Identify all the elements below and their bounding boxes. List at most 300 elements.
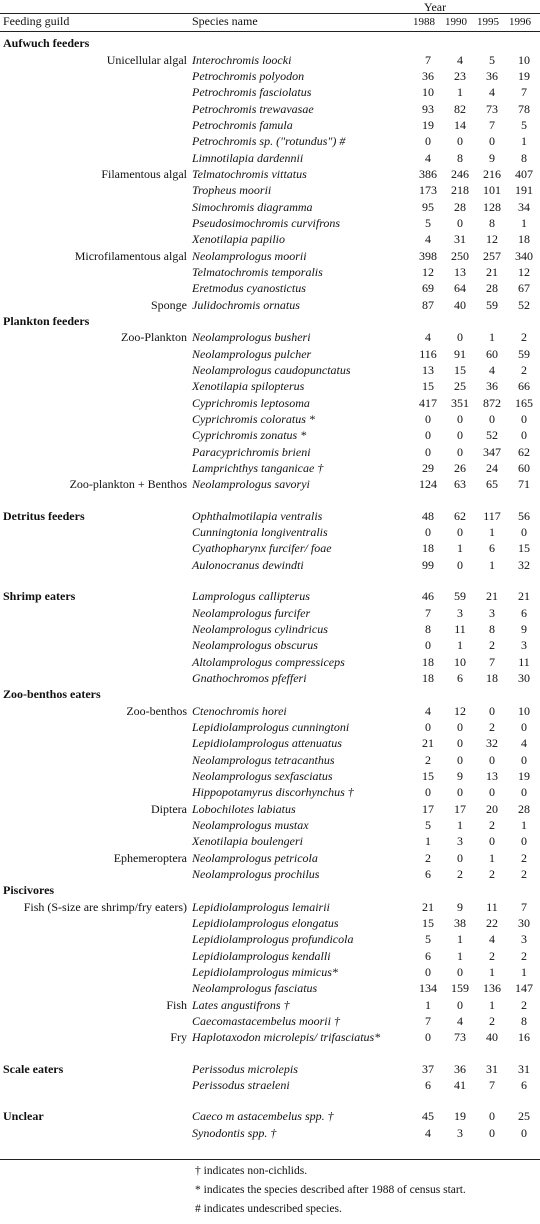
count-cell-1996: 8: [521, 1014, 528, 1029]
count-cell-1988: 0: [425, 638, 431, 653]
count-cell-1990: 15: [454, 363, 466, 378]
count-cell-1995: 257: [483, 248, 501, 263]
species-cell: Lepidiolamprologus kendalli: [192, 948, 331, 963]
guild-cell: Diptera: [151, 801, 187, 816]
count-cell-1988: 13: [422, 363, 434, 378]
count-cell-1995: 2: [489, 867, 495, 882]
table-row: [0, 1029, 540, 1045]
table-row: [0, 51, 540, 67]
count-cell-1990: 25: [454, 379, 466, 394]
count-cell-1990: 12: [454, 703, 466, 718]
count-cell-1995: 2: [489, 638, 495, 653]
guild-cell: [0, 557, 190, 573]
count-cell-1988: 19: [422, 117, 434, 132]
species-cell: Cyprichromis leptosoma: [192, 395, 310, 410]
count-cell-1988: 4: [425, 232, 431, 247]
count-cell-1990: 0: [457, 785, 463, 800]
count-cell-1995: 0: [489, 834, 495, 849]
count-cell-1990: 1: [457, 817, 463, 832]
count-cell-1995: 1: [489, 997, 495, 1012]
guild-cell: Fish: [166, 997, 187, 1012]
count-cell-1990: 0: [457, 736, 463, 751]
table-row: [0, 1108, 540, 1124]
count-cell-1995: 13: [486, 768, 498, 783]
count-cell-1996: 0: [521, 785, 528, 800]
feeding-guild-header: Feeding guild: [3, 14, 70, 28]
table-row: [0, 264, 540, 280]
table-row: [0, 100, 540, 116]
count-cell-1990: 1: [457, 638, 463, 653]
count-cell-1988: 37: [422, 1061, 434, 1076]
species-cell: Petrochromis polyodon: [192, 68, 305, 83]
guild-cell: Fish (S-size are shrimp/fry eaters): [23, 899, 187, 914]
table-row: [0, 784, 540, 800]
count-cell-1988: 7: [425, 605, 431, 620]
year-header-1995: 1995: [477, 16, 499, 28]
count-cell-1988: 4: [425, 1125, 431, 1140]
count-cell-1996: 78: [518, 101, 531, 116]
count-cell-1996: 7: [521, 85, 528, 100]
guild-cell: [0, 149, 190, 165]
count-cell-1996: 9: [521, 621, 528, 636]
table-row: [0, 460, 540, 476]
count-cell-1995: 1: [489, 330, 495, 345]
count-cell-1996: 1: [521, 965, 528, 980]
table-row: [0, 588, 540, 604]
count-cell-1990: 1: [457, 932, 463, 947]
count-cell-1995: 1: [489, 525, 495, 540]
guild-cell: Microfilamentous algal: [74, 248, 187, 263]
count-cell-1990: 23: [454, 68, 466, 83]
count-cell-1996: 0: [521, 428, 528, 443]
count-cell-1996: 19: [518, 68, 531, 83]
count-cell-1996: 147: [515, 981, 534, 996]
count-cell-1996: 1: [521, 215, 528, 230]
species-cell: Interochromis loocki: [192, 52, 292, 67]
table-row: [0, 621, 540, 637]
species-cell: Neolamprologus pulcher: [192, 346, 312, 361]
count-cell-1988: 0: [425, 444, 431, 459]
table-row: [0, 604, 540, 620]
table-row: [0, 997, 540, 1013]
count-cell-1996: 1: [521, 134, 528, 149]
count-cell-1988: 7: [425, 1014, 431, 1029]
count-cell-1995: 1: [489, 557, 495, 572]
guild-cell: [0, 768, 190, 784]
section-heading-row: [0, 35, 540, 51]
count-cell-1995: 7: [489, 654, 495, 669]
count-cell-1996: 28: [518, 801, 531, 816]
table-row: [0, 215, 540, 231]
count-cell-1995: 1: [489, 850, 495, 865]
count-cell-1996: 0: [521, 752, 528, 767]
count-cell-1990: 0: [457, 850, 463, 865]
table-row: [0, 1013, 540, 1029]
count-cell-1995: 8: [489, 215, 495, 230]
count-cell-1988: 45: [422, 1109, 434, 1124]
count-cell-1988: 69: [422, 281, 434, 296]
species-cell: Neolamprologus sexfasciatus: [192, 768, 333, 783]
count-cell-1995: 4: [489, 85, 495, 100]
species-cell: Telmatochromis temporalis: [192, 264, 323, 279]
species-cell: Neolamprologus obscurus: [192, 638, 318, 653]
table-row: [0, 166, 540, 182]
count-cell-1996: 2: [521, 997, 528, 1012]
count-cell-1996: 56: [518, 508, 531, 523]
count-cell-1996: 165: [515, 395, 534, 410]
count-cell-1995: 24: [486, 461, 498, 476]
count-cell-1988: 4: [425, 703, 431, 718]
count-cell-1996: 407: [515, 166, 534, 181]
table-row: [0, 1077, 540, 1093]
count-cell-1996: 2: [521, 330, 528, 345]
count-cell-1996: 21: [518, 589, 531, 604]
species-cell: Caeco m astacembelus spp. †: [192, 1109, 334, 1124]
guild-cell: [0, 264, 190, 280]
year-header-1996: 1996: [509, 16, 531, 28]
count-cell-1995: 20: [486, 801, 498, 816]
guild-cell: [0, 280, 190, 296]
count-cell-1995: 128: [483, 199, 501, 214]
count-cell-1996: 10: [518, 52, 531, 67]
count-cell-1995: 40: [486, 1030, 498, 1045]
count-cell-1996: 52: [518, 297, 531, 312]
count-cell-1990: 3: [457, 1125, 463, 1140]
footnote-undescribed: # indicates undescribed species.: [195, 1203, 342, 1215]
species-cell: Eretmodus cyanostictus: [192, 281, 306, 296]
count-cell-1995: 347: [483, 444, 501, 459]
count-cell-1990: 28: [454, 199, 466, 214]
table-row: [0, 117, 540, 133]
species-cell: Neolamprologus moorii: [192, 248, 307, 263]
count-cell-1990: 91: [454, 346, 466, 361]
guild-cell: [0, 524, 190, 540]
count-cell-1990: 1: [457, 948, 463, 963]
table-row: [0, 817, 540, 833]
count-cell-1996: 5: [521, 117, 528, 132]
count-cell-1990: 0: [457, 557, 463, 572]
count-cell-1996: 0: [521, 1125, 528, 1140]
count-cell-1996: 30: [518, 670, 531, 685]
count-cell-1988: 29: [422, 461, 434, 476]
count-cell-1990: 0: [457, 965, 463, 980]
count-cell-1990: 3: [457, 834, 463, 849]
species-cell: Altolamprologus compressiceps: [192, 654, 345, 669]
count-cell-1995: 65: [486, 477, 498, 492]
count-cell-1995: 31: [486, 1061, 498, 1076]
count-cell-1996: 1: [521, 817, 528, 832]
species-cell: Perissodus straeleni: [192, 1078, 290, 1093]
count-cell-1995: 36: [486, 379, 498, 394]
count-cell-1988: 18: [422, 654, 434, 669]
count-cell-1996: 67: [518, 281, 531, 296]
guild-cell: [0, 719, 190, 735]
table-row: [0, 866, 540, 882]
guild-cell: [0, 133, 190, 149]
table-row: [0, 133, 540, 149]
count-cell-1990: 0: [457, 997, 463, 1012]
guild-cell: Sponge: [151, 297, 187, 312]
count-cell-1996: 32: [518, 557, 531, 572]
species-cell: Neolamprologus petricola: [192, 850, 318, 865]
count-cell-1990: 1: [457, 541, 463, 556]
guild-cell: [0, 395, 190, 411]
count-cell-1996: 59: [518, 346, 531, 361]
table-row: [0, 1125, 540, 1141]
count-cell-1995: 7: [489, 1078, 495, 1093]
count-cell-1990: 6: [457, 670, 463, 685]
table-row: [0, 247, 540, 263]
header-rule: [0, 31, 540, 32]
section-heading: Scale eaters: [3, 1061, 64, 1076]
species-cell: Neolamprologus savoryi: [192, 477, 310, 492]
species-cell: Synodontis spp. †: [192, 1125, 277, 1140]
guild-cell: [0, 231, 190, 247]
count-cell-1996: 15: [518, 541, 531, 556]
count-cell-1990: 11: [454, 621, 466, 636]
guild-cell: [0, 784, 190, 800]
guild-cell: Fry: [170, 1030, 187, 1045]
count-cell-1990: 250: [451, 248, 469, 263]
guild-cell: [0, 198, 190, 214]
spacer: [0, 1093, 540, 1108]
count-cell-1990: 246: [451, 166, 469, 181]
species-cell: Julidochromis ornatus: [192, 297, 300, 312]
count-cell-1995: 21: [486, 264, 498, 279]
count-cell-1988: 1: [425, 834, 431, 849]
count-cell-1990: 26: [454, 461, 466, 476]
guild-cell: Zoo-Plankton: [121, 330, 187, 345]
table-row: [0, 524, 540, 540]
count-cell-1988: 0: [425, 965, 431, 980]
count-cell-1996: 3: [521, 932, 528, 947]
guild-cell: [0, 84, 190, 100]
bottom-rule: [0, 1159, 540, 1160]
species-cell: Aulonocranus dewindti: [192, 557, 304, 572]
count-cell-1988: 2: [425, 752, 431, 767]
count-cell-1996: 2: [521, 948, 528, 963]
count-cell-1990: 0: [457, 444, 463, 459]
guild-cell: [0, 948, 190, 964]
count-cell-1988: 15: [422, 379, 434, 394]
species-cell: Limnotilapia dardennii: [192, 150, 304, 165]
count-cell-1996: 34: [518, 199, 531, 214]
table-row: [0, 297, 540, 313]
count-cell-1995: 216: [483, 166, 501, 181]
section-heading-row: [0, 313, 540, 329]
count-cell-1995: 117: [483, 508, 501, 523]
table-row: [0, 182, 540, 198]
count-cell-1995: 6: [489, 541, 495, 556]
year-header-1990: 1990: [445, 16, 467, 28]
guild-cell: Unicellular algal: [106, 52, 187, 67]
count-cell-1996: 16: [518, 1030, 531, 1045]
species-cell: Paracyprichromis brieni: [192, 444, 311, 459]
count-cell-1996: 25: [518, 1109, 531, 1124]
guild-cell: [0, 215, 190, 231]
count-cell-1995: 1: [489, 965, 495, 980]
species-cell: Cyathopharynx furcifer/ foae: [192, 541, 332, 556]
section-heading: Piscivores: [3, 883, 55, 898]
count-cell-1995: 22: [486, 916, 498, 931]
table-row: [0, 84, 540, 100]
species-cell: Simochromis diagramma: [192, 199, 313, 214]
count-cell-1996: 66: [518, 379, 531, 394]
count-cell-1988: 5: [425, 932, 431, 947]
guild-cell: [0, 915, 190, 931]
guild-cell: Filamentous algal: [101, 166, 187, 181]
species-cell: Lepidiolamprologus profundicola: [192, 932, 354, 947]
count-cell-1996: 2: [521, 363, 528, 378]
species-cell: Petrochromis trewavasae: [192, 101, 314, 116]
table-row: [0, 395, 540, 411]
count-cell-1995: 12: [486, 232, 498, 247]
guild-cell: [0, 621, 190, 637]
footnote-non-cichlids: † indicates non-cichlids.: [195, 1165, 308, 1177]
count-cell-1988: 5: [425, 215, 431, 230]
count-cell-1996: 62: [518, 444, 531, 459]
count-cell-1990: 0: [457, 719, 463, 734]
count-cell-1996: 8: [521, 150, 528, 165]
species-cell: Perissodus microlepis: [192, 1061, 298, 1076]
count-cell-1995: 0: [489, 752, 495, 767]
year-label: Year: [424, 0, 447, 14]
count-cell-1988: 95: [422, 199, 434, 214]
species-name-header: Species name: [192, 14, 258, 28]
count-cell-1995: 4: [489, 363, 495, 378]
count-cell-1995: 0: [489, 1125, 495, 1140]
count-cell-1988: 6: [425, 1078, 431, 1093]
count-cell-1990: 3: [457, 605, 463, 620]
count-cell-1988: 173: [419, 183, 437, 198]
table-row: [0, 280, 540, 296]
count-cell-1988: 6: [425, 867, 431, 882]
count-cell-1990: 14: [454, 117, 466, 132]
count-cell-1990: 17: [454, 801, 466, 816]
guild-cell: [0, 100, 190, 116]
guild-cell: [0, 833, 190, 849]
species-cell: Hippopotamyrus discorhynchus †: [192, 785, 354, 800]
species-cell: Caecomastacembelus moorii †: [192, 1014, 340, 1029]
count-cell-1990: 13: [454, 264, 466, 279]
count-cell-1996: 0: [521, 525, 528, 540]
count-cell-1996: 6: [521, 605, 528, 620]
count-cell-1990: 1: [457, 85, 463, 100]
table-row: [0, 427, 540, 443]
species-cell: Lepidiolamprologus cunningtoni: [192, 719, 350, 734]
table-row: [0, 931, 540, 947]
guild-cell: Ephemeroptera: [113, 850, 187, 865]
table-row: [0, 378, 540, 394]
count-cell-1995: 872: [483, 395, 501, 410]
count-cell-1988: 386: [419, 166, 437, 181]
species-cell: Lepidiolamprologus lemairii: [192, 899, 330, 914]
table-row: [0, 637, 540, 653]
species-cell: Xenotilapia papilio: [192, 232, 285, 247]
species-cell: Petrochromis fasciolatus: [192, 85, 312, 100]
species-cell: Neolamprologus mustax: [192, 817, 309, 832]
count-cell-1988: 46: [422, 589, 434, 604]
guild-cell: [0, 460, 190, 476]
count-cell-1995: 2: [489, 1014, 495, 1029]
table-row: [0, 231, 540, 247]
count-cell-1995: 2: [489, 948, 495, 963]
table-row: [0, 444, 540, 460]
count-cell-1988: 99: [422, 557, 434, 572]
count-cell-1995: 3: [489, 605, 495, 620]
species-cell: Lobochilotes labiatus: [192, 801, 296, 816]
guild-cell: [0, 604, 190, 620]
count-cell-1988: 4: [425, 330, 431, 345]
species-cell: Neolamprologus caudopunctatus: [192, 363, 351, 378]
count-cell-1990: 159: [451, 981, 469, 996]
count-cell-1995: 0: [489, 703, 495, 718]
section-heading: Plankton feeders: [3, 314, 90, 329]
spacer: [0, 493, 540, 508]
species-cell: Xenotilapia spilopterus: [192, 379, 305, 394]
table-row: [0, 719, 540, 735]
count-cell-1996: 7: [521, 899, 528, 914]
count-cell-1996: 11: [518, 654, 530, 669]
count-cell-1988: 398: [419, 248, 437, 263]
species-cell: Cyprichromis coloratus *: [192, 412, 315, 427]
count-cell-1988: 0: [425, 525, 431, 540]
species-cell: Tropheus moorii: [192, 183, 272, 198]
table-row: [0, 653, 540, 669]
count-cell-1988: 0: [425, 428, 431, 443]
count-cell-1988: 6: [425, 948, 431, 963]
count-cell-1995: 36: [486, 68, 498, 83]
count-cell-1995: 11: [486, 899, 498, 914]
count-cell-1990: 0: [457, 330, 463, 345]
count-cell-1995: 32: [486, 736, 498, 751]
count-cell-1990: 31: [454, 232, 466, 247]
count-cell-1995: 18: [486, 670, 498, 685]
count-cell-1995: 2: [489, 817, 495, 832]
section-heading: Zoo-benthos eaters: [3, 687, 101, 702]
table-row: [0, 149, 540, 165]
count-cell-1988: 10: [422, 85, 434, 100]
count-cell-1995: 0: [489, 785, 495, 800]
guild-cell: [0, 427, 190, 443]
count-cell-1988: 15: [422, 768, 434, 783]
species-cell: Neolamprologus furcifer: [192, 605, 311, 620]
guild-cell: Zoo-plankton + Benthos: [69, 477, 187, 492]
count-cell-1988: 12: [422, 264, 434, 279]
count-cell-1995: 73: [486, 101, 498, 116]
count-cell-1990: 82: [454, 101, 466, 116]
section-heading-row: [0, 882, 540, 898]
count-cell-1996: 191: [515, 183, 534, 198]
count-cell-1995: 7: [489, 117, 495, 132]
species-cell: Cunningtonia longiventralis: [192, 525, 328, 540]
count-cell-1995: 21: [486, 589, 498, 604]
count-cell-1988: 93: [422, 101, 434, 116]
guild-cell: [0, 1077, 190, 1093]
count-cell-1990: 59: [454, 589, 466, 604]
count-cell-1988: 0: [425, 719, 431, 734]
guild-cell: [0, 540, 190, 556]
guild-cell: [0, 964, 190, 980]
guild-cell: [0, 1125, 190, 1141]
count-cell-1990: 41: [454, 1078, 466, 1093]
spacer: [0, 573, 540, 588]
count-cell-1988: 5: [425, 817, 431, 832]
count-cell-1996: 19: [518, 768, 531, 783]
count-cell-1995: 59: [486, 297, 498, 312]
table-row: [0, 346, 540, 362]
table-row: [0, 751, 540, 767]
